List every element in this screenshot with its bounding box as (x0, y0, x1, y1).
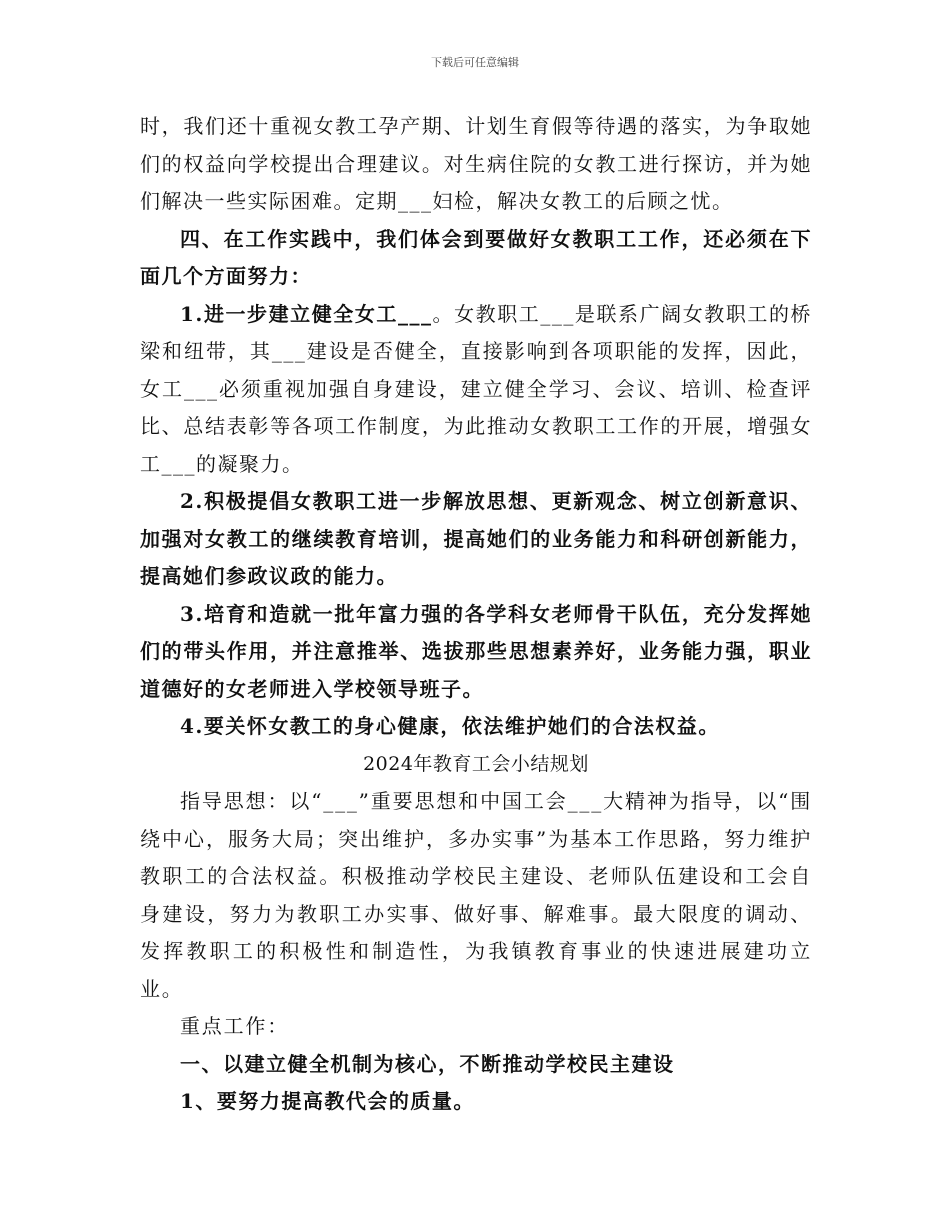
list-item-4: 4.要关怀女教工的身心健康，依法维护她们的合法权益。 (180, 714, 720, 738)
document-body (140, 108, 812, 1121)
key-work-subitem-1: 1、要努力提高教代会的质量。 (180, 1089, 475, 1113)
guiding-ideology-paragraph: 指导思想：以“___”重要思想和中国工会___大精神为指导，以“围绕中心，服务大局；突出维护，多办实事”为基本工作思路，努力维护教职工的合法权益。积极推动学校民主建设、老师队伍建设和工会自身建设，努力为教职工办实事、做好事、解难事。最大限度的调动、发挥教职工的积极性和制造性，为我镇教育事业的快速进展建功立业。 (140, 789, 812, 1001)
list-item-1-lead: 1.进一步建立健全女工___ (180, 301, 433, 326)
page-header-note: 下载后可任意编辑 (431, 56, 519, 69)
key-work-heading-1: 一、以建立健全机制为核心，不断推动学校民主建设 (180, 1051, 675, 1076)
key-work-label: 重点工作： (180, 1014, 289, 1038)
list-item-1-text: 。女教职工___是联系广阔女教职工的桥梁和纽带，其___建设是否健全，直接影响到各项职能的发挥，因此，女工___必须重视加强自身建设，建立健全学习、会议、培训、检查评比、总结表彰等各项工作制度，为此推动女教职工工作的开展，增强女工___的凝聚力。 (140, 301, 812, 476)
list-item-3: 3.培育和造就一批年富力强的各学科女老师骨干队伍，充分发挥她们的带头作用，并注意推举、选拔那些思想素养好，业务能力强，职业道德好的女老师进入学校领导班子。 (140, 601, 812, 701)
list-item-1 (140, 296, 812, 484)
list-item-2: 2.积极提倡女教职工进一步解放思想、更新观念、树立创新意识、加强对女教工的继续教育培训，提高她们的业务能力和科研创新能力，提高她们参政议政的能力。 (140, 489, 812, 588)
document-title: 2024年教育工会小结规划 (363, 752, 589, 775)
section-four-heading: 四、在工作实践中，我们体会到要做好女教职工工作，还必须在下面几个方面努力： (140, 226, 812, 288)
paragraph-women-welfare: 时，我们还十重视女教工孕产期、计划生育假等待遇的落实，为争取她们的权益向学校提出合理建议。对生病住院的女教工进行探访，并为她们解决一些实际困难。定期___妇检，解决女教工的后顾之忧。 (140, 114, 812, 213)
